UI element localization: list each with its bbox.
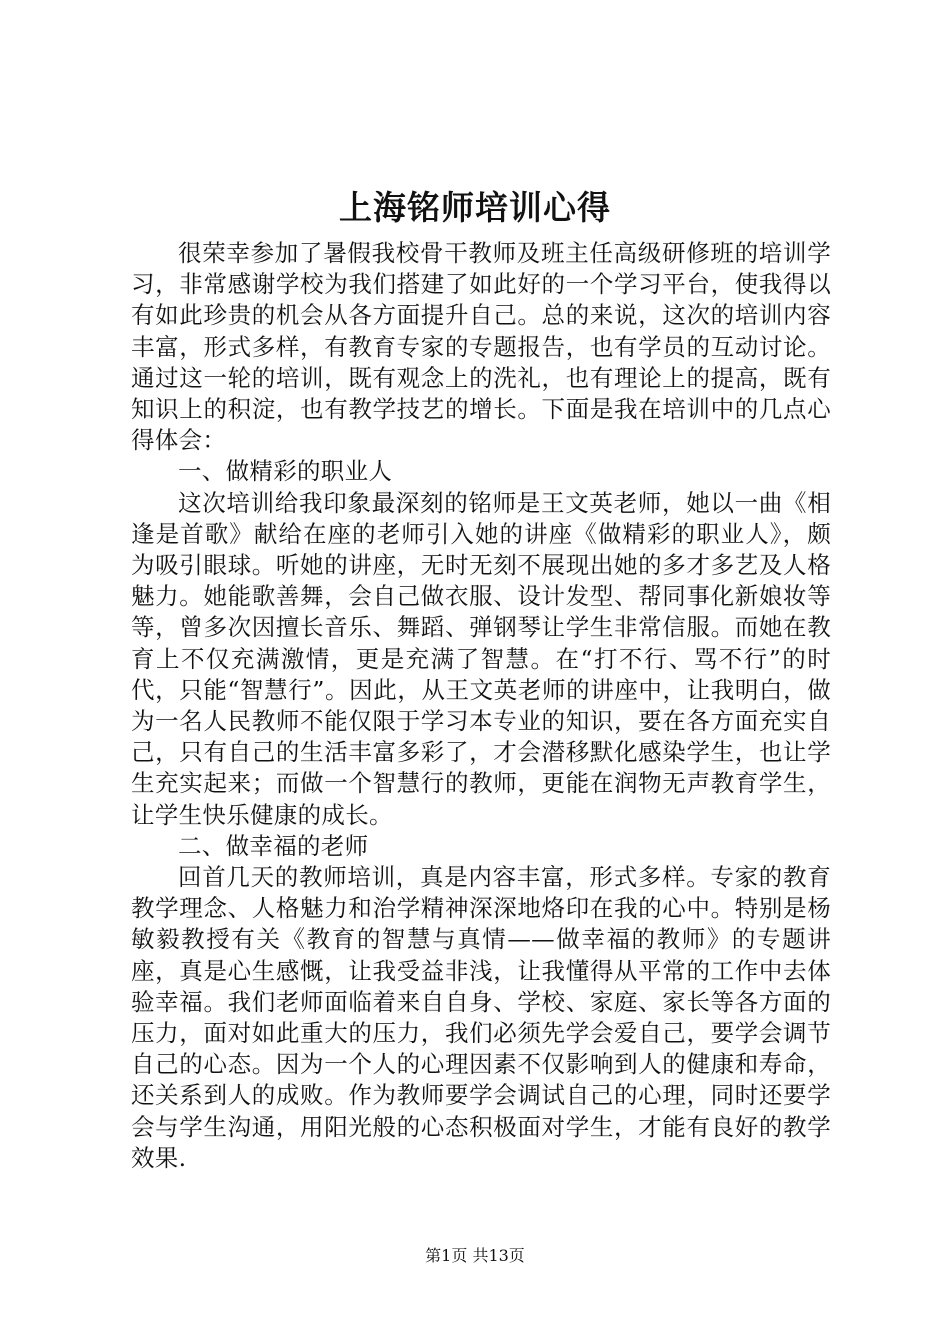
page-number-footer: 第1页 共13页 [425,1246,525,1265]
section-2-paragraph: 回首几天的教师培训，真是内容丰富，形式多样。专家的教育教学理念、人格魅力和治学精神深深地烙印在我的心中。特别是杨敏毅教授有关《教育的智慧与真情——做幸福的教师》的专题讲座，真是心生感慨，让我受益非浅，让我懂得从平常的工作中去体验幸福。我们老师面临着来自自身、学校、家庭、家长等各方面的压力，面对如此重大的压力，我们必须先学会爱自己，要学会调节自己的心态。因为一个人的心理因素不仅影响到人的健康和寿命，还关系到人的成败。作为教师要学会调试自己的心理，同时还要学会与学生沟通，用阳光般的心态积极面对学生，才能有良好的教学效果. [131,863,831,1172]
section-1-paragraph: 这次培训给我印象最深刻的铭师是王文英老师，她以一曲《相逢是首歌》献给在座的老师引入她的讲座《做精彩的职业人》，颇为吸引眼球。听她的讲座，无时无刻不展现出她的多才多艺及人格魅力。她能歌善舞，会自己做衣服、设计发型、帮同事化新娘妆等等，曾多次因擅长音乐、舞蹈、弹钢琴让学生非常信服。而她在教育上不仅充满激情，更是充满了智慧。在“打不行、骂不行”的时代，只能“智慧行”。因此，从王文英老师的讲座中，让我明白，做为一名人民教师不能仅限于学习本专业的知识，要在各方面充实自己，只有自己的生活丰富多彩了，才会潜移默化感染学生，也让学生充实起来；而做一个智慧行的教师，更能在润物无声教育学生，让学生快乐健康的成长。 [131,488,831,829]
intro-paragraph: 很荣幸参加了暑假我校骨干教师及班主任高级研修班的培训学习，非常感谢学校为我们搭建了如此好的一个学习平台，使我得以有如此珍贵的机会从各方面提升自己。总的来说，这次的培训内容丰富，形式多样，有教育专家的专题报告，也有学员的互动讨论。通过这一轮的培训，既有观念上的洗礼，也有理论上的提高，既有知识上的积淀，也有教学技艺的增长。下面是我在培训中的几点心得体会： [131,239,831,455]
section-heading-2: 二、做幸福的老师 [178,831,369,860]
section-heading-1: 一、做精彩的职业人 [178,457,393,486]
document-title: 上海铭师培训心得 [339,188,611,227]
document-body [131,238,831,1174]
